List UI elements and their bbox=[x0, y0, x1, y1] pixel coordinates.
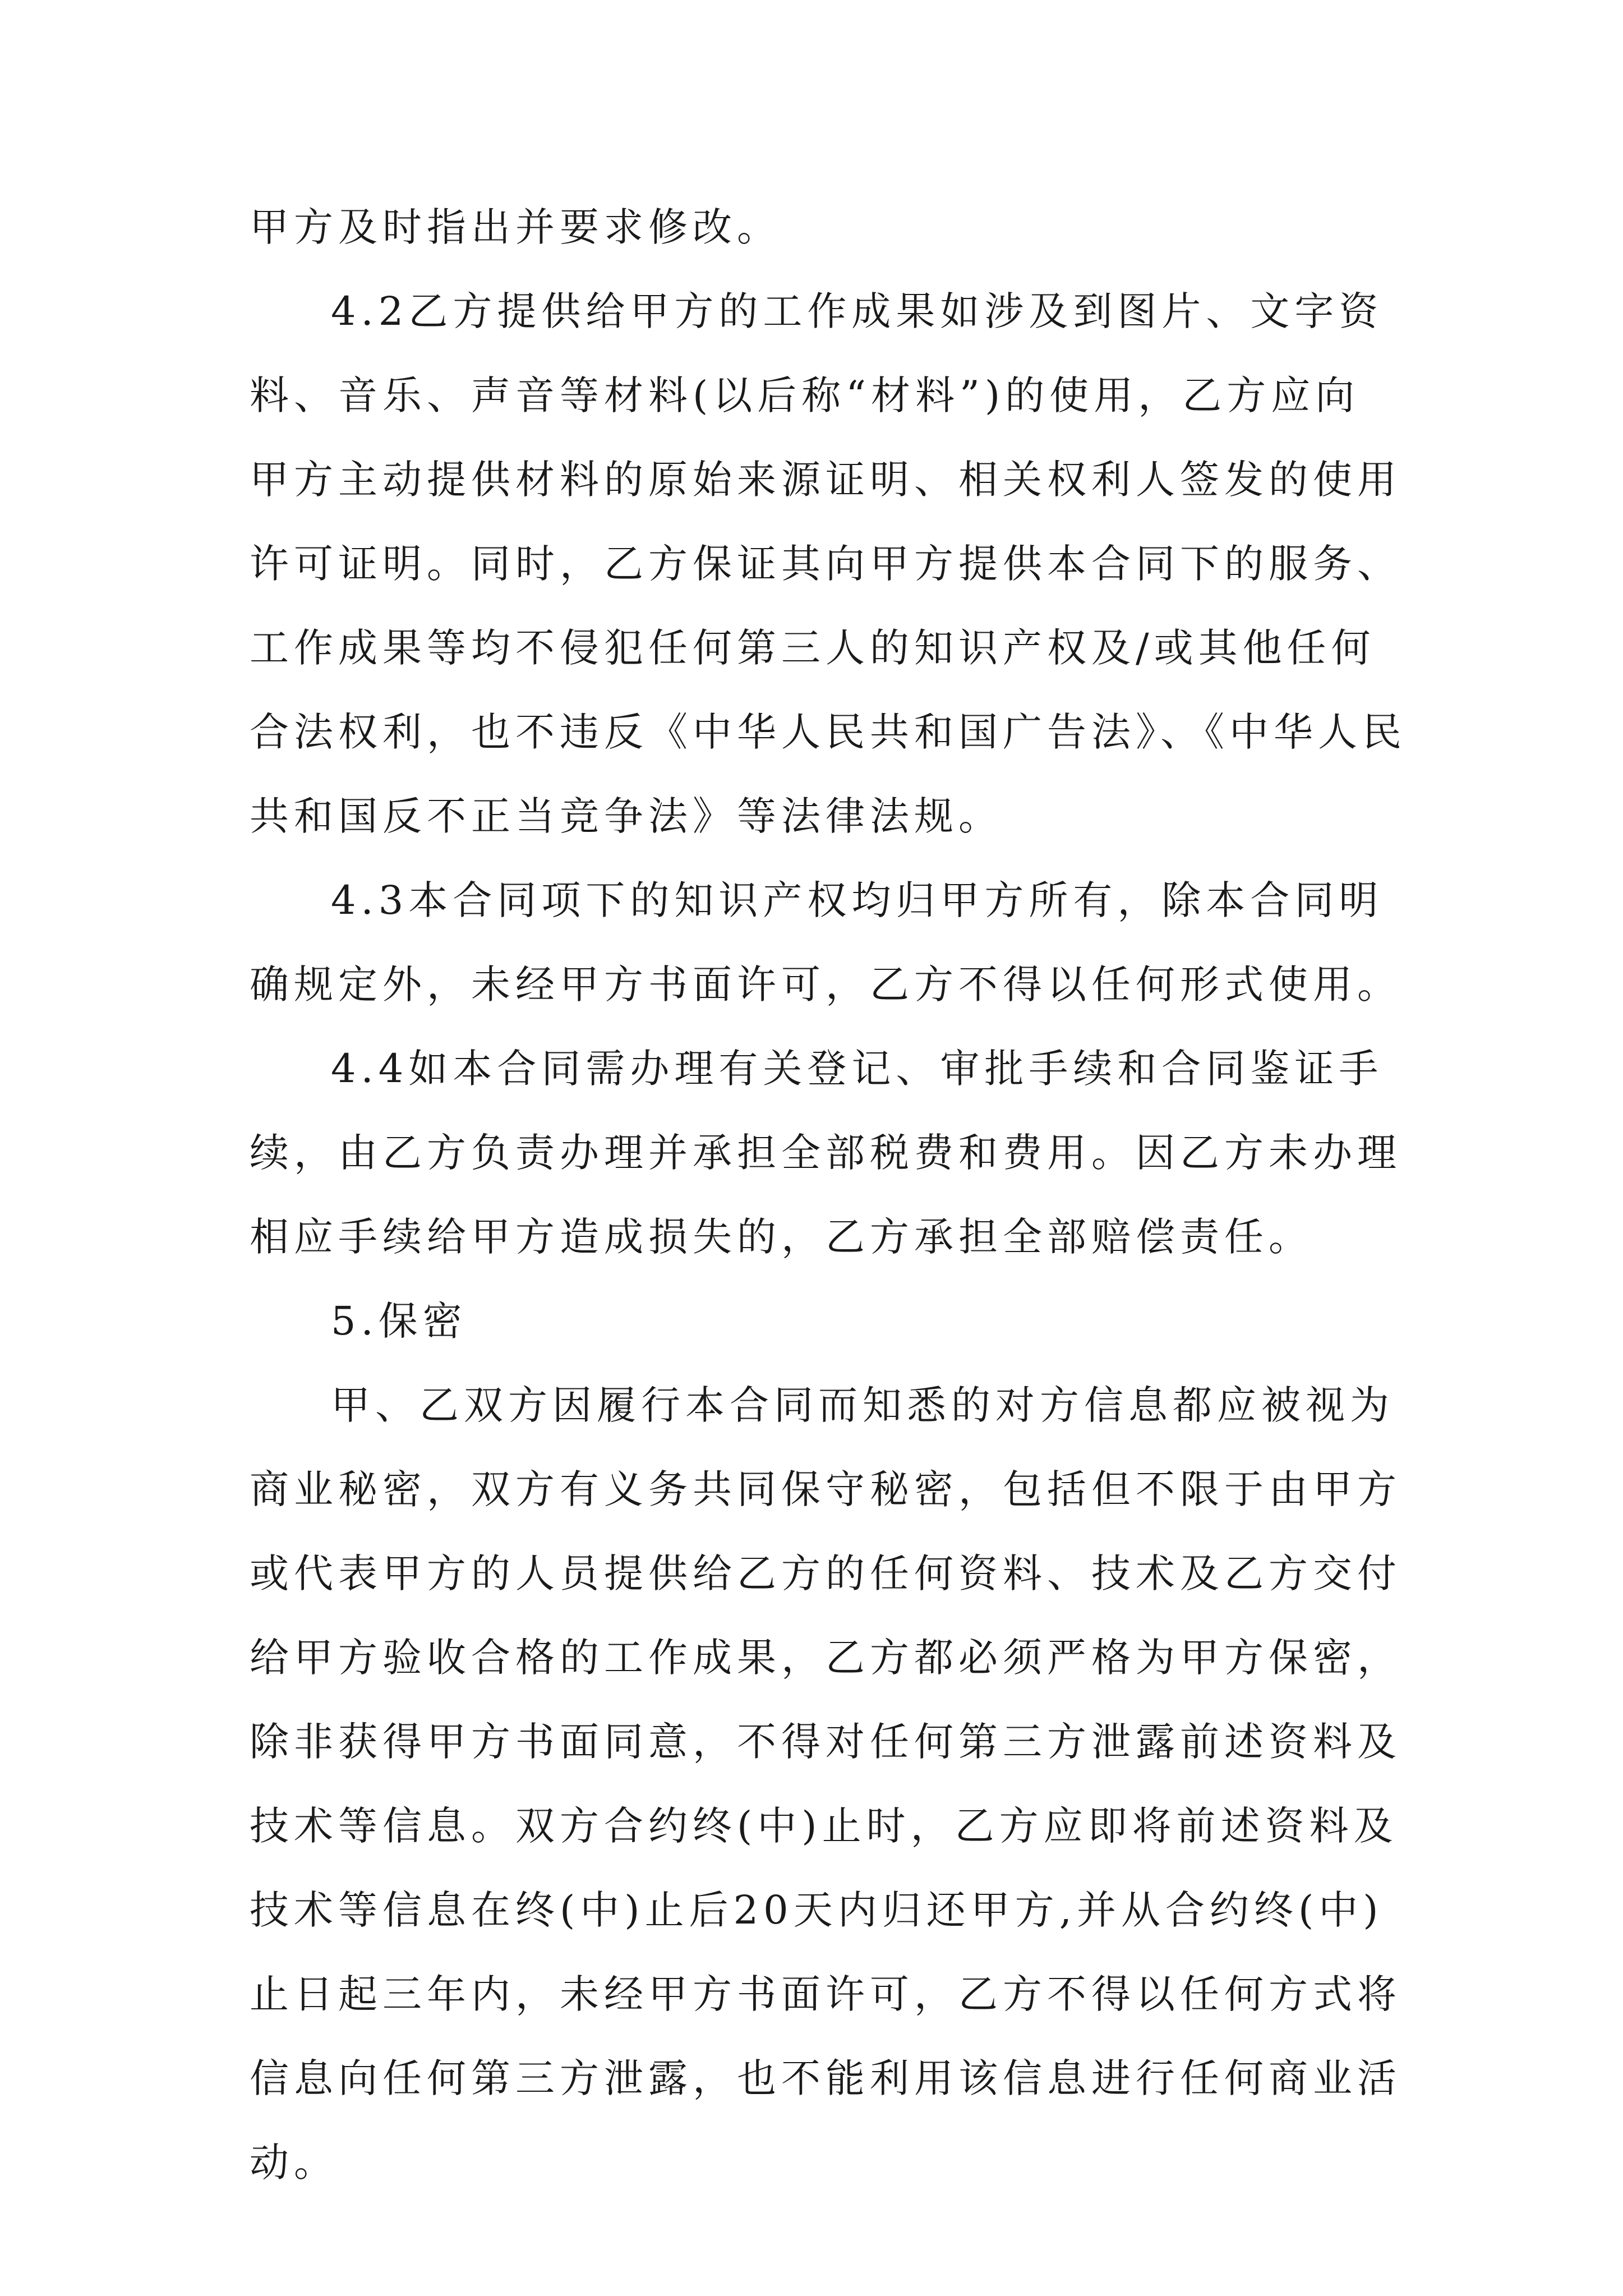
text-line: 给甲方验收合格的工作成果，乙方都必须严格为甲方保密， bbox=[250, 1635, 1401, 1681]
text-line: 技术等信息在终(中)止后20天内归还甲方,并从合约终(中) bbox=[250, 1887, 1384, 1933]
text-line: 甲方及时指出并要求修改。 bbox=[250, 204, 781, 250]
text-line: 确规定外，未经甲方书面许可，乙方不得以任何形式使用。 bbox=[250, 961, 1401, 1007]
text-line: 技术等信息。双方合约终(中)止时，乙方应即将前述资料及 bbox=[250, 1803, 1398, 1849]
text-line: 止日起三年内，未经甲方书面许可，乙方不得以任何方式将 bbox=[250, 1971, 1401, 2017]
text-line: 许可证明。同时，乙方保证其向甲方提供本合同下的服务、 bbox=[250, 541, 1401, 587]
text-line: 除非获得甲方书面同意，不得对任何第三方泄露前述资料及 bbox=[250, 1719, 1401, 1765]
clause-4-2-line: 4.2乙方提供给甲方的工作成果如涉及到图片、文字资 bbox=[331, 288, 1384, 334]
section-heading: 5.保密 bbox=[331, 1298, 467, 1344]
text-line: 信息向任何第三方泄露，也不能利用该信息进行任何商业活 bbox=[250, 2055, 1401, 2101]
text-line: 合法权利，也不违反《中华人民共和国广告法》、《中华人民 bbox=[250, 709, 1407, 755]
text-line: 甲方主动提供材料的原始来源证明、相关权利人签发的使用 bbox=[250, 457, 1401, 503]
confidentiality-paragraph-line: 甲、乙双方因履行本合同而知悉的对方信息都应被视为 bbox=[331, 1382, 1394, 1428]
text-line: 商业秘密，双方有义务共同保守秘密，包括但不限于由甲方 bbox=[250, 1466, 1401, 1512]
clause-4-4-line: 4.4如本合同需办理有关登记、审批手续和合同鉴证手 bbox=[331, 1046, 1384, 1092]
clause-4-3-line: 4.3本合同项下的知识产权均归甲方所有，除本合同明 bbox=[331, 877, 1384, 923]
text-line: 续，由乙方负责办理并承担全部税费和费用。因乙方未办理 bbox=[250, 1130, 1401, 1176]
text-line: 相应手续给甲方造成损失的，乙方承担全部赔偿责任。 bbox=[250, 1214, 1313, 1260]
text-line: 动。 bbox=[250, 2139, 338, 2185]
text-line: 或代表甲方的人员提供给乙方的任何资料、技术及乙方交付 bbox=[250, 1550, 1401, 1596]
text-line: 料、音乐、声音等材料(以后称“材料”)的使用，乙方应向 bbox=[250, 372, 1360, 418]
text-line: 共和国反不正当竞争法》等法律法规。 bbox=[250, 793, 1003, 839]
text-line: 工作成果等均不侵犯任何第三人的知识产权及/或其他任何 bbox=[250, 625, 1376, 671]
